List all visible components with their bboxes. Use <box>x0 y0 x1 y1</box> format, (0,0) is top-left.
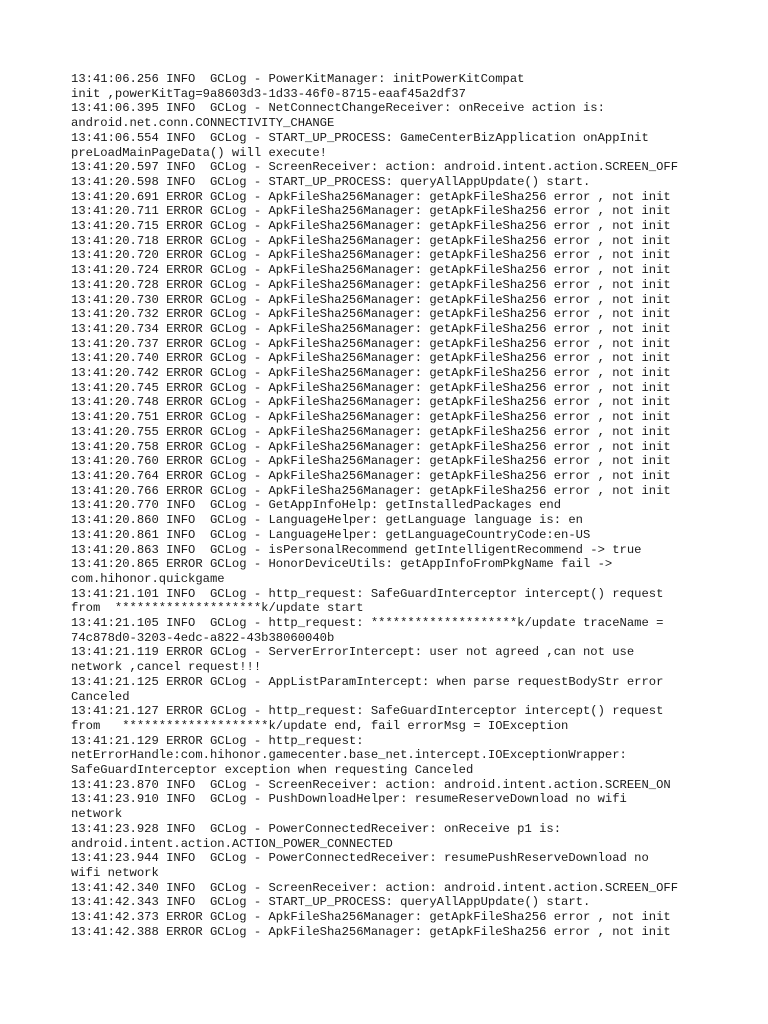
log-line: wifi network <box>71 865 159 880</box>
log-line: 13:41:21.125 ERROR GCLog - AppListParamIntercept: when parse requestBodyStr error <box>71 674 664 689</box>
log-line: 13:41:20.748 ERROR GCLog - ApkFileSha256Manager: getApkFileSha256 error , not init <box>71 395 671 410</box>
log-line: 13:41:23.928 INFO GCLog - PowerConnectedReceiver: onReceive p1 is: <box>71 821 562 836</box>
log-line: from ********************k/update end, fail errorMsg = IOException <box>71 718 569 733</box>
log-line: preLoadMainPageData() will execute! <box>71 145 327 160</box>
log-line: 13:41:23.944 INFO GCLog - PowerConnectedReceiver: resumePushReserveDownload no <box>71 851 649 866</box>
log-line: 13:41:20.764 ERROR GCLog - ApkFileSha256Manager: getApkFileSha256 error , not init <box>71 468 671 483</box>
log-line: 13:41:20.734 ERROR GCLog - ApkFileSha256Manager: getApkFileSha256 error , not init <box>71 321 671 336</box>
log-line: 13:41:20.724 ERROR GCLog - ApkFileSha256Manager: getApkFileSha256 error , not init <box>71 263 671 278</box>
log-line: 13:41:42.388 ERROR GCLog - ApkFileSha256Manager: getApkFileSha256 error , not init <box>71 924 671 939</box>
log-line: 13:41:20.737 ERROR GCLog - ApkFileSha256Manager: getApkFileSha256 error , not init <box>71 336 671 351</box>
log-line: 13:41:06.256 INFO GCLog - PowerKitManager: initPowerKitCompat <box>71 72 525 86</box>
log-line: 13:41:20.732 ERROR GCLog - ApkFileSha256Manager: getApkFileSha256 error , not init <box>71 307 671 322</box>
log-line: 13:41:42.373 ERROR GCLog - ApkFileSha256Manager: getApkFileSha256 error , not init <box>71 910 671 925</box>
log-line: 74c878d0-3203-4edc-a822-43b38060040b <box>71 630 335 645</box>
log-document <box>71 72 751 939</box>
log-line: com.hihonor.quickgame <box>71 571 225 586</box>
log-line: netErrorHandle:com.hihonor.gamecenter.base_net.intercept.IOExceptionWrapper: <box>71 748 627 763</box>
log-line: 13:41:23.870 INFO GCLog - ScreenReceiver: action: android.intent.action.SCREEN_ON <box>71 777 671 792</box>
log-line: from ********************k/update start <box>71 601 364 616</box>
log-line: 13:41:21.129 ERROR GCLog - http_request: <box>71 733 364 748</box>
log-line: 13:41:20.745 ERROR GCLog - ApkFileSha256Manager: getApkFileSha256 error , not init <box>71 380 671 395</box>
log-line: 13:41:20.860 INFO GCLog - LanguageHelper: getLanguage language is: en <box>71 513 583 528</box>
log-line: 13:41:23.910 INFO GCLog - PushDownloadHelper: resumeReserveDownload no wifi <box>71 792 627 807</box>
log-line: 13:41:20.711 ERROR GCLog - ApkFileSha256Manager: getApkFileSha256 error , not init <box>71 204 671 219</box>
log-line: 13:41:20.715 ERROR GCLog - ApkFileSha256Manager: getApkFileSha256 error , not init <box>71 219 671 234</box>
log-line: 13:41:20.770 INFO GCLog - GetAppInfoHelp: getInstalledPackages end <box>71 498 562 513</box>
log-line: 13:41:21.105 INFO GCLog - http_request: ********************k/update traceName = <box>71 616 664 631</box>
log-line: 13:41:20.598 INFO GCLog - START_UP_PROCESS: queryAllAppUpdate() start. <box>71 174 591 189</box>
log-line: 13:41:21.101 INFO GCLog - http_request: SafeGuardInterceptor intercept() request <box>71 586 664 601</box>
log-line: android.net.conn.CONNECTIVITY_CHANGE <box>71 116 335 131</box>
log-line: 13:41:21.119 ERROR GCLog - ServerErrorIntercept: user not agreed ,can not use <box>71 645 635 660</box>
log-line: 13:41:20.691 ERROR GCLog - ApkFileSha256Manager: getApkFileSha256 error , not init <box>71 189 671 204</box>
log-line: 13:41:20.760 ERROR GCLog - ApkFileSha256Manager: getApkFileSha256 error , not init <box>71 454 671 469</box>
log-text <box>71 72 751 939</box>
log-line: 13:41:20.718 ERROR GCLog - ApkFileSha256Manager: getApkFileSha256 error , not init <box>71 233 671 248</box>
log-line: 13:41:21.127 ERROR GCLog - http_request: SafeGuardInterceptor intercept() request <box>71 704 664 719</box>
log-line: 13:41:20.758 ERROR GCLog - ApkFileSha256Manager: getApkFileSha256 error , not init <box>71 439 671 454</box>
log-line: 13:41:42.343 INFO GCLog - START_UP_PROCESS: queryAllAppUpdate() start. <box>71 895 591 910</box>
log-line: 13:41:20.728 ERROR GCLog - ApkFileSha256Manager: getApkFileSha256 error , not init <box>71 277 671 292</box>
log-line: network <box>71 807 123 822</box>
log-line: 13:41:20.755 ERROR GCLog - ApkFileSha256Manager: getApkFileSha256 error , not init <box>71 424 671 439</box>
log-line: android.intent.action.ACTION_POWER_CONNECTED <box>71 836 393 851</box>
log-line: network ,cancel request!!! <box>71 660 262 675</box>
log-line: 13:41:20.740 ERROR GCLog - ApkFileSha256Manager: getApkFileSha256 error , not init <box>71 351 671 366</box>
log-line: 13:41:20.751 ERROR GCLog - ApkFileSha256Manager: getApkFileSha256 error , not init <box>71 410 671 425</box>
log-line: 13:41:20.861 INFO GCLog - LanguageHelper: getLanguageCountryCode:en-US <box>71 527 591 542</box>
log-line: init ,powerKitTag=9a8603d3-1d33-46f0-8715-eaaf45a2df37 <box>71 86 466 101</box>
log-line: 13:41:20.730 ERROR GCLog - ApkFileSha256Manager: getApkFileSha256 error , not init <box>71 292 671 307</box>
log-line: SafeGuardInterceptor exception when requesting Canceled <box>71 763 474 778</box>
log-line: 13:41:20.720 ERROR GCLog - ApkFileSha256Manager: getApkFileSha256 error , not init <box>71 248 671 263</box>
log-line: 13:41:42.340 INFO GCLog - ScreenReceiver: action: android.intent.action.SCREEN_OFF <box>71 880 679 895</box>
log-line: 13:41:06.395 INFO GCLog - NetConnectChangeReceiver: onReceive action is: <box>71 101 605 116</box>
log-line: 13:41:06.554 INFO GCLog - START_UP_PROCESS: GameCenterBizApplication onAppInit <box>71 130 649 145</box>
log-line: 13:41:20.597 INFO GCLog - ScreenReceiver: action: android.intent.action.SCREEN_OFF <box>71 160 679 175</box>
log-line: 13:41:20.766 ERROR GCLog - ApkFileSha256Manager: getApkFileSha256 error , not init <box>71 483 671 498</box>
log-line: 13:41:20.863 INFO GCLog - isPersonalRecommend getIntelligentRecommend -> true <box>71 542 642 557</box>
log-line: 13:41:20.865 ERROR GCLog - HonorDeviceUtils: getAppInfoFromPkgName fail -> <box>71 557 613 572</box>
log-line: Canceled <box>71 689 130 704</box>
log-line: 13:41:20.742 ERROR GCLog - ApkFileSha256Manager: getApkFileSha256 error , not init <box>71 366 671 381</box>
